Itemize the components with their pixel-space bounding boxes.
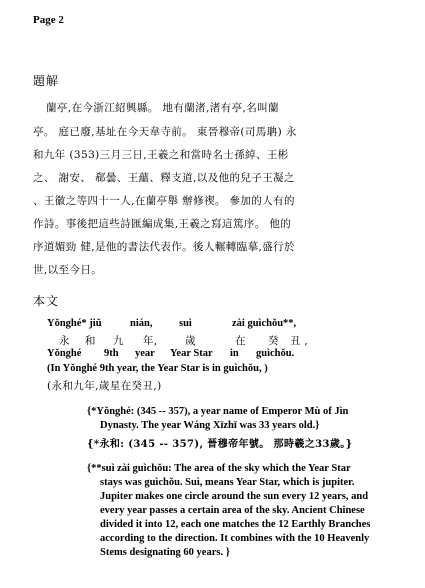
- char-word: 年,: [143, 335, 158, 347]
- pinyin-word: suì: [179, 318, 192, 329]
- section-heading-jie: 題解: [33, 74, 60, 88]
- intro-line: 亭。 庭已廢,基址在今天韋寺前。 東晉穆帝(司馬聃) 永: [33, 126, 297, 138]
- char-word: 在: [235, 335, 246, 347]
- gloss-word: Yǒnghé: [47, 348, 82, 359]
- pinyin-word: zài guìchǒu**,: [232, 318, 297, 329]
- char-word: 歲: [185, 335, 196, 347]
- char-word: 永 和: [59, 335, 102, 347]
- note-line: {*Yǒnghé: (345 -- 357), a year name of Emperor Mù of Jìn: [87, 406, 349, 417]
- intro-line: 蘭亭,在今浙江紹興縣。 地有蘭渚,渚有亭,名叫蘭: [46, 102, 279, 114]
- note-line: {**suì zài guìchǒu: The area of the sky which the Year Star: [87, 463, 351, 474]
- note-line: Dynasty. The year Wáng Xīzhī was 33 years old.}: [100, 420, 320, 431]
- gloss-word: guìchǒu.: [256, 348, 295, 359]
- translation-chinese: (永和九年,歲星在癸丑,): [47, 380, 162, 392]
- intro-line: 、王徽之等四十一人,在蘭亭舉 辦修禊。 參加的人有的: [33, 195, 295, 207]
- intro-line: 作詩。事後把這些詩匯編成集,王羲之寫這篤序。 他的: [33, 218, 292, 230]
- note-line: Stems designating 60 years. }: [100, 547, 230, 558]
- note-line: Jupiter makes one circle around the sun every 12 years, and: [100, 491, 369, 502]
- gloss-word: in: [230, 348, 239, 359]
- translation-english: (In Yǒnghé 9th year, the Year Star is in guìchǒu, ): [47, 363, 268, 374]
- char-word: 癸 丑,: [268, 335, 312, 347]
- gloss-word: Year Star: [170, 348, 213, 359]
- gloss-word: year: [135, 348, 155, 359]
- note-line: according to the direction. It combines with the 10 Heavenly: [100, 533, 370, 544]
- pinyin-word: nián,: [130, 318, 153, 329]
- intro-line: 之、 謝安、 郗曇、王蘊、釋支道,以及他的兒子王凝之: [33, 172, 295, 184]
- intro-line: 和九年 (353)三月三日,王羲之和當時名士孫綽、王彬: [33, 149, 289, 161]
- section-heading-wen: 本文: [33, 294, 60, 308]
- char-word: 九: [113, 335, 124, 347]
- page-label: Page 2: [33, 14, 64, 26]
- note-line-chinese: {*永和: (345 -- 357), 晉穆帝年號。 那時羲之33歲。}: [87, 439, 353, 450]
- intro-line: 世,以至今日。: [33, 264, 103, 276]
- gloss-word: 9th: [104, 348, 119, 359]
- note-line: divided it into 12, each one matches the 12 Earthly Branches: [100, 519, 371, 530]
- pinyin-word: Yǒnghé* jiǔ: [47, 318, 102, 329]
- intro-line: 序道媚勁 健,是他的書法代表作。後人輾轉臨摹,盛行於: [33, 241, 295, 253]
- note-line: every year passes a certain area of the sky. Ancient Chinese: [100, 505, 365, 516]
- note-line: stays was guìchǒu. Suì, means Year Star, which is jupiter.: [100, 477, 355, 488]
